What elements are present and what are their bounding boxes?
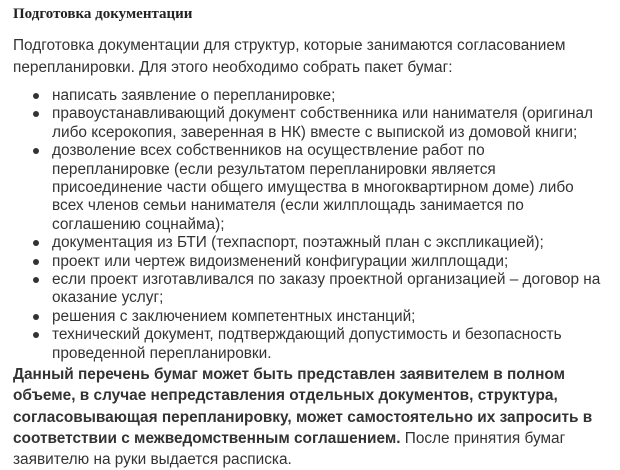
bullet-icon	[33, 314, 39, 320]
list-item	[0, 234, 620, 252]
list-item	[0, 326, 620, 363]
list-item-text: написать заявление о перепланировке;	[52, 87, 336, 104]
list-item-text: правоустанавливающий документ собственника или нанимателя (оригинал либо ксерокопия, заверенная в НК) вместе с выпиской из домовой книги;	[52, 105, 594, 141]
summary-normal-text: После принятия бумаг заявителю на руки выдается расписка.	[13, 429, 566, 469]
requirements-list	[0, 87, 620, 363]
bullet-icon	[33, 240, 39, 246]
list-item-text: технический документ, подтверждающий допустимость и безопасность проведенной перепланировки.	[52, 326, 562, 362]
list-item-text: проект или чертеж видоизменений конфигурации жилплощади;	[52, 252, 509, 270]
bullet-icon	[33, 332, 39, 338]
section-heading: Подготовка документации	[13, 6, 193, 22]
summary-paragraph	[13, 364, 603, 470]
list-item	[0, 142, 620, 234]
bullet-icon	[33, 148, 39, 154]
list-item-text: решения с заключением компетентных инстанций;	[52, 307, 416, 325]
list-item-text: дозволение всех собственников на осуществление работ по перепланировке (если результатом перепланировки является присоединение части общего имущества в многоквартирном доме) либо всех членов семьи нанимателя (если жилплощадь занимается по соглашению соцнайма);	[52, 142, 574, 233]
list-item-text: если проект изготавливался по заказу проектной организацией – договор на оказание услуг;	[52, 271, 601, 307]
list-item	[0, 308, 620, 326]
bullet-icon	[33, 259, 39, 265]
bullet-icon	[33, 277, 39, 283]
list-item	[0, 271, 620, 308]
list-item-text: документация из БТИ (техпаспорт, поэтажный план с экспликацией);	[52, 234, 544, 252]
bullet-icon	[33, 93, 39, 99]
list-item	[0, 105, 620, 142]
summary-bold-text: Данный перечень бумаг может быть представлен заявителем в полном объеме, в случае непредставления отдельных документов, структура, согласовывающая перепланировку, может самостоятельно их запросить в соответствии с межведомственным соглашением.	[13, 366, 593, 447]
list-item	[0, 253, 620, 271]
list-item	[0, 87, 620, 105]
intro-paragraph: Подготовка документации для структур, которые занимаются согласованием перепланировки. Для этого необходимо собрать пакет бумаг:	[13, 37, 566, 76]
bullet-icon	[33, 111, 39, 117]
